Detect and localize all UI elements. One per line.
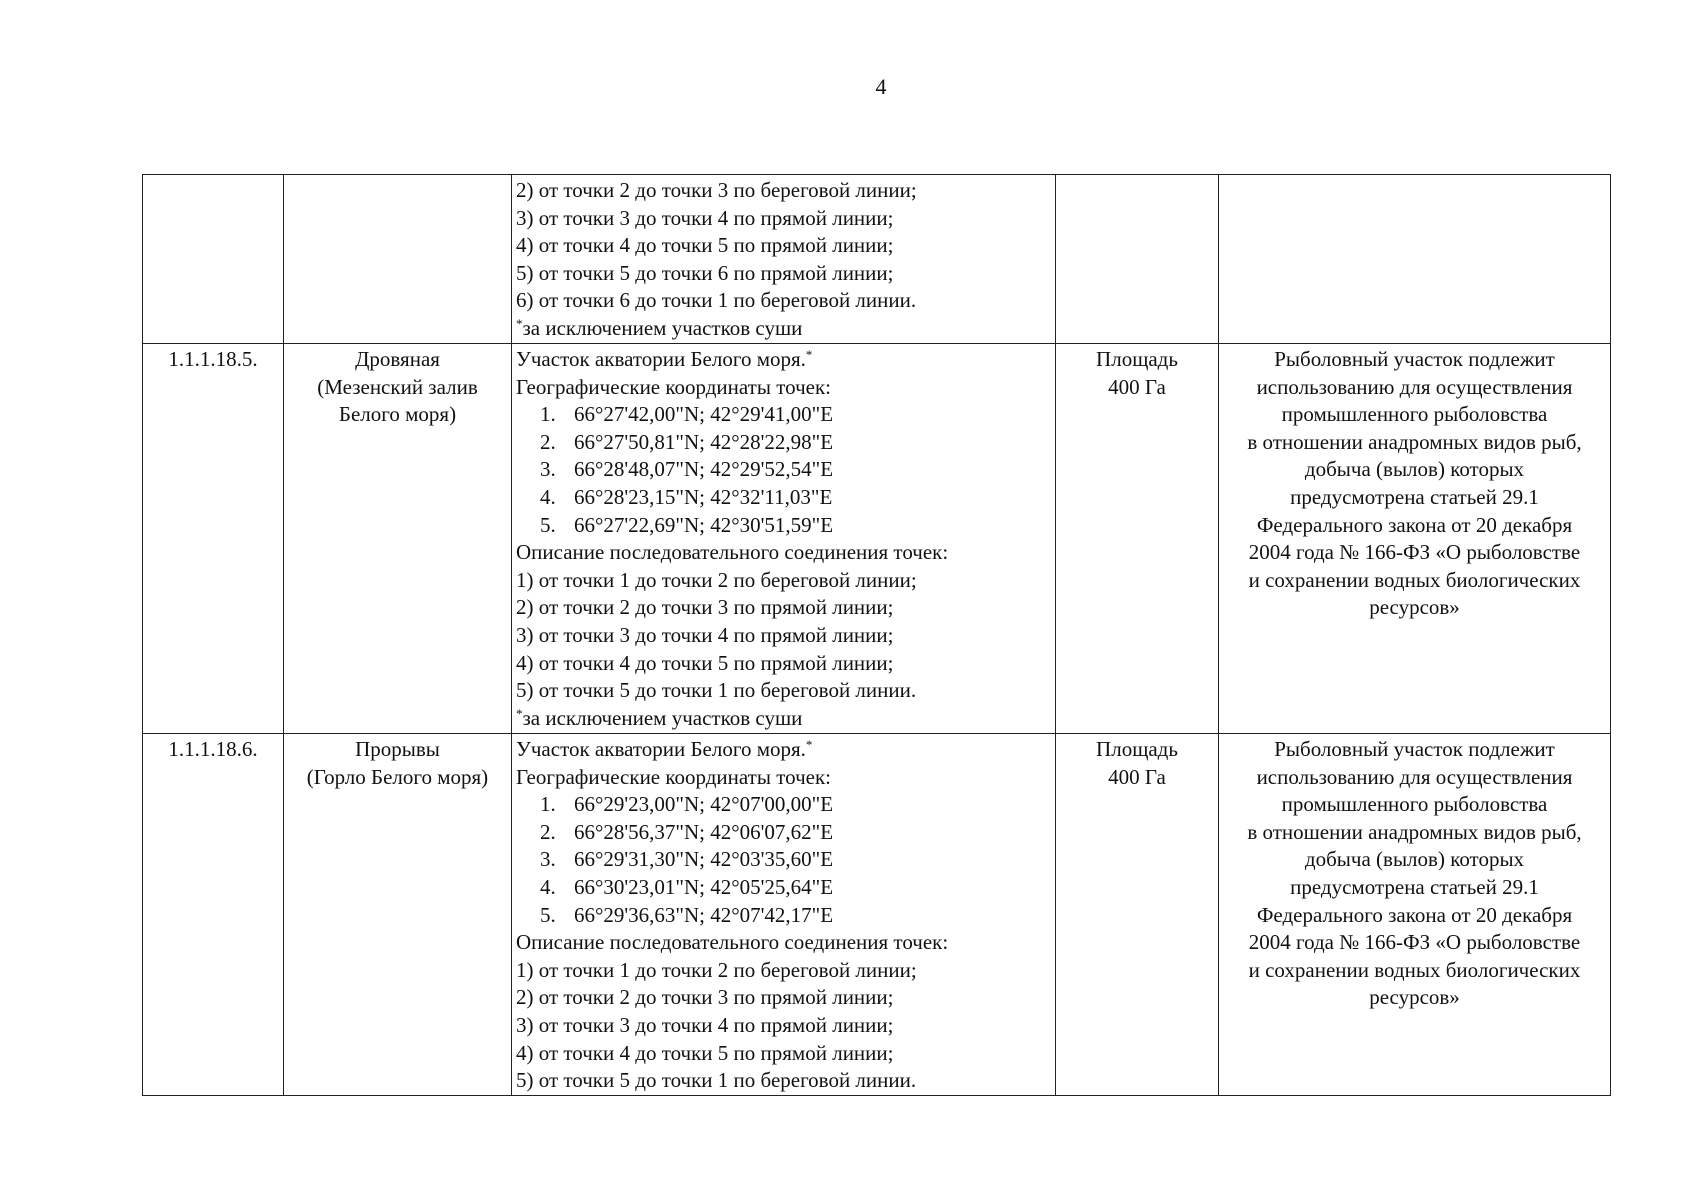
area-name-line: (Горло Белого моря) bbox=[306, 764, 489, 789]
usage-cell bbox=[1219, 344, 1611, 734]
footnote-mark: * bbox=[516, 705, 523, 721]
area-name bbox=[284, 734, 512, 1096]
usage-line: использованию для осуществления bbox=[1256, 764, 1573, 789]
table-row bbox=[143, 734, 1611, 1096]
usage-line: ресурсов» bbox=[1369, 985, 1460, 1010]
usage-line: Федерального закона от 20 декабря bbox=[1256, 512, 1573, 537]
usage-line: и сохранении водных биологических bbox=[1248, 567, 1581, 592]
coordinate-item: 4. 66°30'23,01"N; 42°05'25,64"E bbox=[540, 874, 834, 899]
page-number: 4 bbox=[875, 74, 887, 99]
connection-line: 1) от точки 1 до точки 2 по береговой линии; bbox=[516, 957, 917, 982]
coords-title: Географические координаты точек: bbox=[516, 764, 831, 789]
usage-line: 2004 года № 166-ФЗ «О рыболовстве bbox=[1248, 930, 1581, 955]
connection-line: 3) от точки 3 до точки 4 по прямой линии; bbox=[516, 1012, 894, 1037]
usage-cell bbox=[1219, 175, 1611, 344]
area-cell bbox=[1056, 175, 1219, 344]
area-number: 1.1.1.18.5. bbox=[143, 344, 284, 734]
coordinate-item: 2. 66°28'56,37"N; 42°06'07,62"E bbox=[540, 819, 834, 844]
connection-line: 5) от точки 5 до точки 1 по береговой линии. bbox=[516, 1068, 917, 1093]
coordinate-item: 1. 66°29'23,00"N; 42°07'00,00"E bbox=[540, 792, 834, 817]
usage-line: промышленного рыболовства bbox=[1281, 402, 1548, 427]
usage-line: Федерального закона от 20 декабря bbox=[1256, 902, 1573, 927]
usage-line: Рыболовный участок подлежит bbox=[1274, 737, 1555, 761]
footnote bbox=[516, 705, 1051, 733]
area-label: Площадь bbox=[1096, 347, 1178, 371]
description-cell bbox=[512, 344, 1056, 734]
desc-title: Описание последовательного соединения точек: bbox=[516, 930, 949, 955]
usage-line: использованию для осуществления bbox=[1256, 374, 1573, 399]
footnote-mark: * bbox=[805, 347, 813, 362]
area-heading: Участок акватории Белого моря.* bbox=[516, 347, 813, 371]
connection-line: 6) от точки 6 до точки 1 по береговой линии. bbox=[516, 288, 917, 313]
usage-line: предусмотрена статьей 29.1 bbox=[1290, 484, 1539, 509]
usage-line: предусмотрена статьей 29.1 bbox=[1290, 874, 1539, 899]
footnote-text: за исключением участков суши bbox=[522, 315, 803, 340]
table-row-continuation bbox=[143, 175, 1611, 344]
connection-line: 4) от точки 4 до точки 5 по прямой линии; bbox=[516, 1040, 894, 1065]
usage-line: в отношении анадромных видов рыб, bbox=[1247, 819, 1582, 844]
usage-line: в отношении анадромных видов рыб, bbox=[1247, 429, 1582, 454]
area-cell bbox=[1056, 344, 1219, 734]
connection-line: 5) от точки 5 до точки 1 по береговой линии. bbox=[516, 678, 917, 703]
coordinate-item: 5. 66°27'22,69"N; 42°30'51,59"E bbox=[540, 512, 834, 537]
coordinate-item: 1. 66°27'42,00"N; 42°29'41,00"E bbox=[540, 402, 834, 427]
desc-title: Описание последовательного соединения точек: bbox=[516, 540, 949, 565]
description-cell bbox=[512, 734, 1056, 1096]
coords-title: Географические координаты точек: bbox=[516, 374, 831, 399]
area-name-line: (Мезенский залив bbox=[317, 374, 478, 399]
fishing-areas-table bbox=[142, 174, 1611, 1096]
description-cell bbox=[512, 175, 1056, 344]
usage-cell bbox=[1219, 734, 1611, 1096]
connection-line: 2) от точки 2 до точки 3 по береговой линии; bbox=[516, 178, 917, 202]
area-name-line: Прорывы bbox=[355, 737, 440, 761]
connection-line: 5) от точки 5 до точки 6 по прямой линии; bbox=[516, 260, 894, 285]
connection-line: 4) от точки 4 до точки 5 по прямой линии; bbox=[516, 233, 894, 258]
usage-line: промышленного рыболовства bbox=[1281, 792, 1548, 817]
usage-line: Рыболовный участок подлежит bbox=[1274, 347, 1555, 371]
coordinate-item: 2. 66°27'50,81"N; 42°28'22,98"E bbox=[540, 429, 834, 454]
connection-line: 3) от точки 3 до точки 4 по прямой линии; bbox=[516, 205, 894, 230]
footnote bbox=[516, 315, 1051, 343]
area-value: 400 Га bbox=[1108, 764, 1166, 789]
area-label: Площадь bbox=[1096, 737, 1178, 761]
coordinate-item: 3. 66°28'48,07"N; 42°29'52,54"E bbox=[540, 457, 834, 482]
connection-line: 2) от точки 2 до точки 3 по прямой линии; bbox=[516, 595, 894, 620]
connection-line: 4) от точки 4 до точки 5 по прямой линии; bbox=[516, 650, 894, 675]
connection-line: 2) от точки 2 до точки 3 по прямой линии; bbox=[516, 985, 894, 1010]
usage-line: добыча (вылов) которых bbox=[1304, 847, 1525, 872]
area-cell bbox=[1056, 734, 1219, 1096]
coordinate-item: 3. 66°29'31,30"N; 42°03'35,60"E bbox=[540, 847, 834, 872]
connection-line: 3) от точки 3 до точки 4 по прямой линии; bbox=[516, 622, 894, 647]
number-cell bbox=[143, 175, 284, 344]
name-cell bbox=[284, 175, 512, 344]
area-value: 400 Га bbox=[1108, 374, 1166, 399]
footnote-mark: * bbox=[516, 315, 523, 331]
footnote-text: за исключением участков суши bbox=[522, 705, 803, 730]
area-name-line: Белого моря) bbox=[338, 402, 457, 427]
area-heading: Участок акватории Белого моря.* bbox=[516, 737, 813, 761]
usage-line: добыча (вылов) которых bbox=[1304, 457, 1525, 482]
area-name bbox=[284, 344, 512, 734]
coordinate-item: 4. 66°28'23,15"N; 42°32'11,03"E bbox=[540, 484, 833, 509]
coordinate-item: 5. 66°29'36,63"N; 42°07'42,17"E bbox=[540, 902, 834, 927]
area-number: 1.1.1.18.6. bbox=[143, 734, 284, 1096]
table-row bbox=[143, 344, 1611, 734]
usage-line: ресурсов» bbox=[1369, 595, 1460, 620]
connection-line: 1) от точки 1 до точки 2 по береговой линии; bbox=[516, 567, 917, 592]
footnote-mark: * bbox=[805, 737, 813, 752]
usage-line: 2004 года № 166-ФЗ «О рыболовстве bbox=[1248, 540, 1581, 565]
usage-line: и сохранении водных биологических bbox=[1248, 957, 1581, 982]
area-name-line: Дровяная bbox=[355, 347, 440, 371]
